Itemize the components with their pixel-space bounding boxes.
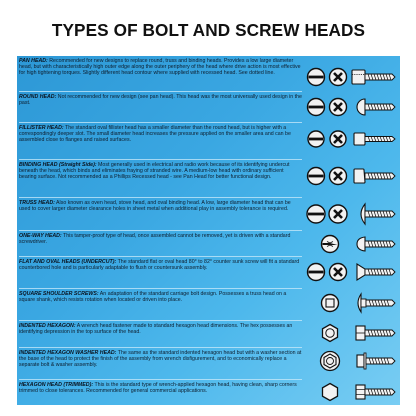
slotted-head-icon: [308, 168, 325, 185]
round-head-screw-profile-icon: [357, 99, 395, 115]
section-text: A wrench head fastener made to standard hexagon head dimensions. The hex possesses an identifying depression in the top surface of the head.: [19, 323, 293, 336]
icons-square-shoulder: [306, 288, 398, 318]
truss-head-screw-profile-icon: [361, 204, 395, 224]
icons-flat-oval-heads: [306, 257, 398, 287]
section-flat-oval-heads: [19, 259, 302, 285]
hex-washer-head-icon: [321, 352, 340, 371]
poster: [17, 10, 400, 405]
icons-round-head: [306, 92, 398, 122]
icons-binding-head: [306, 161, 398, 191]
section-heading: FLAT AND OVAL HEADS (UNDERCUT):: [19, 259, 117, 265]
slotted-head-icon: [308, 131, 324, 147]
pan-head-screw-profile-icon: [352, 70, 395, 84]
section-round-head: [19, 94, 302, 114]
section-heading: FILLISTER HEAD:: [19, 125, 64, 131]
round-head-icons-svg: [306, 92, 398, 122]
phillips-head-icon: [330, 99, 347, 116]
fillister-head-icons-svg: [306, 124, 398, 154]
section-divider: [19, 379, 302, 380]
flat-oval-heads-icons-svg: [306, 257, 398, 287]
section-text: Also known as oven head, stove head, and oval binding head. A low, large diameter head that can be used to cover larger diameter clearance holes in sheet metal when additional play in assembly tolerance is required.: [19, 200, 291, 213]
section-hex-head-trimmed: [19, 382, 302, 404]
slotted-head-icon: [307, 205, 325, 223]
square-shoulder-head-icon: [322, 295, 339, 312]
indented-hexagon-icons-svg: [306, 318, 398, 348]
one-way-head-icons-svg: [306, 229, 398, 259]
section-heading: INDENTED HEXAGON:: [19, 323, 76, 329]
hex-head-screw-profile-icon: [356, 385, 395, 399]
section-heading: PAN HEAD:: [19, 58, 48, 64]
hex-head-trimmed-icon: [323, 384, 338, 401]
section-divider: [19, 288, 302, 289]
section-divider: [19, 230, 302, 231]
icons-truss-head: [306, 199, 398, 229]
hex-washer-head-icons-svg: [306, 346, 398, 376]
section-one-way-head: [19, 233, 302, 253]
page-title: TYPES OF BOLT AND SCREW HEADS: [51, 20, 366, 40]
phillips-head-icon: [330, 69, 347, 86]
section-divider: [19, 320, 302, 321]
hex-washer-screw-profile-icon: [357, 353, 395, 369]
phillips-head-icon: [330, 168, 347, 185]
section-text: Most generally used in electrical and radio work because of its identifying undercut beneath the head, which binds and eliminates fraying of stranded wire. A medium-low head with ordinary sufficient bearing surface. Not recommended as a Phillips Recessed head - see Pan Head for better functional design.: [19, 162, 290, 181]
content-board: [17, 56, 400, 405]
section-text: The standard oval fillister head has a smaller diameter than the round head, but is higher with a correspondingly deeper slot. The small diameter head increases the pressure applied on the smaller area and can be assembled close to flanges and raised surfaces.: [19, 125, 291, 144]
binding-head-screw-profile-icon: [354, 169, 395, 183]
section-text: Not recommended for new design (see pan head). This head was the most universally used design in the past.: [19, 94, 302, 107]
truss-head-icons-svg: [306, 199, 398, 229]
section-text: The standard flat or oval head 80° to 82° counter sunk screw will fit a standard counterbored hole and is particularly adaptable to flush or countersunk assembly.: [19, 259, 300, 272]
section-heading: TRUSS HEAD:: [19, 200, 55, 206]
section-indented-hexagon: [19, 323, 302, 343]
section-text: The same as the standard indented hexagon head but with a washer section at the base of the head to protect the finish of the assembly from wrench disfigurement, and to economically replace a separate bolt & washer assembly.: [19, 350, 302, 369]
section-heading: INDENTED HEXAGON WASHER HEAD:: [19, 350, 117, 356]
section-pan-head: [19, 58, 302, 90]
fillister-head-screw-profile-icon: [354, 133, 395, 145]
phillips-head-icon: [330, 264, 347, 281]
icons-hex-head-trimmed: [306, 377, 398, 407]
section-heading: HEXAGON HEAD (TRIMMED):: [19, 382, 94, 388]
section-divider: [19, 159, 302, 160]
section-divider: [19, 256, 302, 257]
section-text: Recommended for new designs to replace round, truss and binding heads. Provides a low large diameter head, but with characteristically high outer edge along the outer periphery of the head where drive action is most effective for high tightening torques. Slightly different head contour where supplied with recessed head. See dotted line.: [19, 58, 301, 77]
one-way-head-icon: [322, 236, 339, 253]
slotted-head-icon: [308, 69, 325, 86]
section-text: This tamper-proof type of head, once assembled cannot be removed, yet is driven with a standard screwdriver.: [19, 233, 291, 246]
section-heading: BINDING HEAD (Straight Side):: [19, 162, 97, 168]
section-hex-washer-head: [19, 350, 302, 376]
binding-head-icons-svg: [306, 161, 398, 191]
section-divider: [19, 91, 302, 92]
icons-hex-washer-head: [306, 346, 398, 376]
section-divider: [19, 347, 302, 348]
section-square-shoulder: [19, 291, 302, 317]
section-text: An adaptation of the standard carriage bolt design. Possesses a truss head on a square shank, which resists rotation when located or driven into place.: [19, 291, 287, 304]
phillips-head-icon: [329, 205, 347, 223]
section-heading: ROUND HEAD:: [19, 94, 57, 100]
icons-fillister-head: [306, 124, 398, 154]
slotted-head-icon: [308, 264, 325, 281]
phillips-head-icon: [330, 131, 346, 147]
section-binding-head: [19, 162, 302, 194]
one-way-head-screw-profile-icon: [357, 237, 395, 251]
section-text: This is the standard type of wrench-applied hexagon head, having clean, sharp corners trimmed to close tolerances. Recommended for general commercial applications.: [19, 382, 297, 395]
pan-head-icons-svg: [306, 62, 398, 92]
indented-hex-screw-profile-icon: [356, 326, 395, 340]
square-shoulder-screw-profile-icon: [358, 294, 395, 312]
section-heading: ONE-WAY HEAD:: [19, 233, 62, 239]
icons-one-way-head: [306, 229, 398, 259]
section-divider: [19, 197, 302, 198]
section-truss-head: [19, 200, 302, 226]
section-heading: SQUARE SHOULDER SCREWS:: [19, 291, 99, 297]
indented-hex-head-icon: [323, 325, 338, 342]
slotted-head-icon: [308, 99, 325, 116]
square-shoulder-icons-svg: [306, 288, 398, 318]
icons-pan-head: [306, 62, 398, 92]
flat-head-screw-profile-icon: [357, 264, 395, 280]
hex-head-trimmed-icons-svg: [306, 377, 398, 407]
section-fillister-head: [19, 125, 302, 157]
icons-indented-hexagon: [306, 318, 398, 348]
section-divider: [19, 122, 302, 123]
